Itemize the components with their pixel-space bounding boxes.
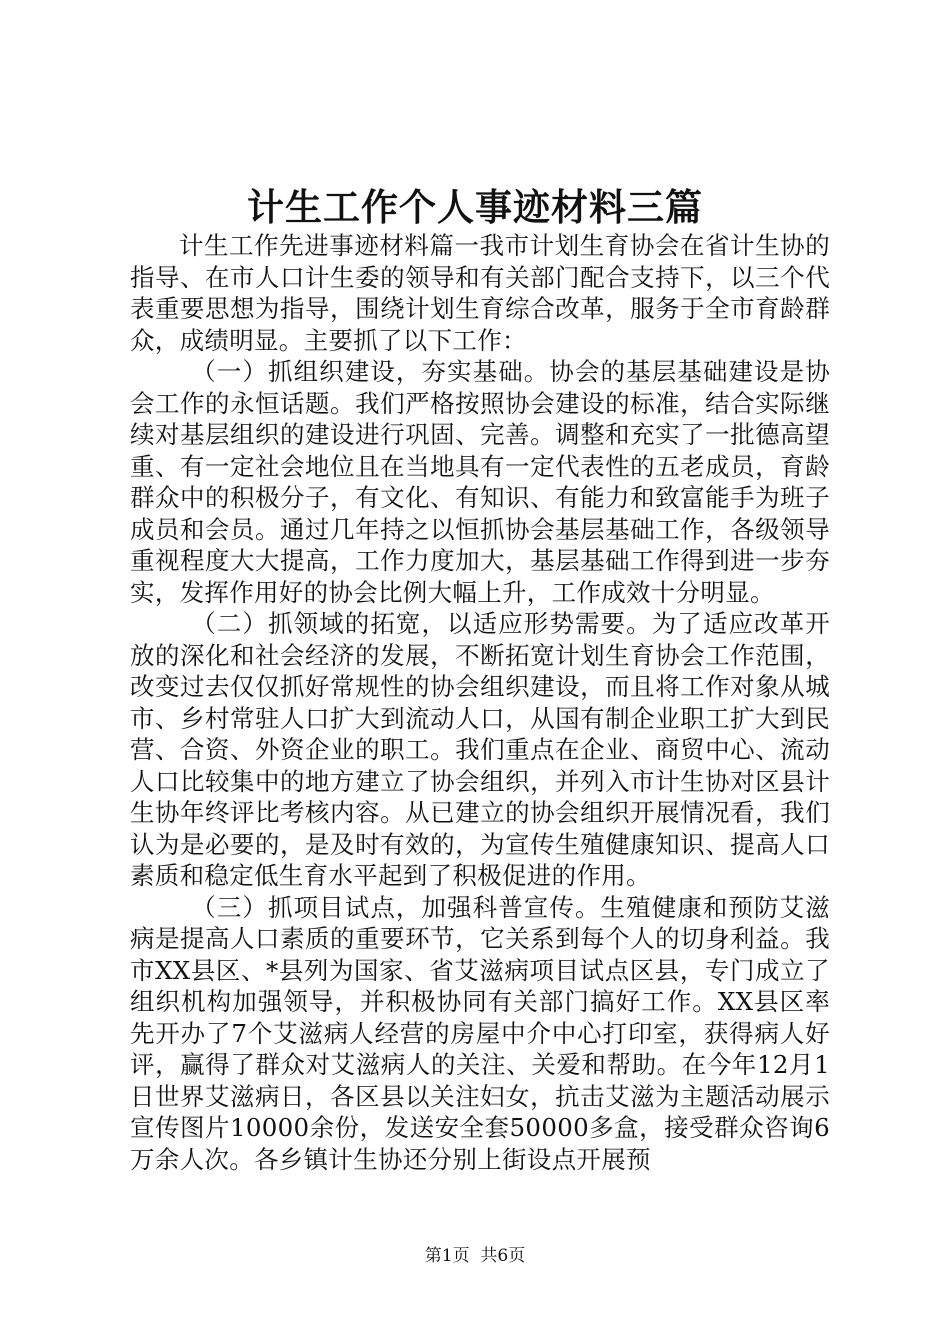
paragraph-section-3: （三）抓项目试点，加强科普宣传。生殖健康和预防艾滋病是提高人口素质的重要环节，它关系到每个人的切身利益。我市XX县区、*县列为国家、省艾滋病项目试点区县，专门成立了组织机构加强领导，并积极协同有关部门搞好工作。XX县区率先开办了7个艾滋病人经营的房屋中介中心打印室，获得病人好评，赢得了群众对艾滋病人的关注、关爱和帮助。在今年12月1日世界艾滋病日，各区县以关注妇女，抗击艾滋为主题活动展示宣传图片10000余份，发送安全套50000多盒，接受群众咨询6万余人次。各乡镇计生协还分别上街设点开展预 [130, 892, 830, 1174]
document-title: 计生工作个人事迹材料三篇 [247, 185, 703, 229]
paragraph-intro: 计生工作先进事迹材料篇一我市计划生育协会在省计生协的指导、在市人口计生委的领导和有关部门配合支持下，以三个代表重要思想为指导，围绕计划生育综合改革，服务于全市育龄群众，成绩明显。主要抓了以下工作： [130, 231, 830, 355]
document-body [130, 230, 830, 1175]
paragraph-section-1: （一）抓组织建设，夯实基础。协会的基层基础建设是协会工作的永恒话题。我们严格按照协会建设的标准，结合实际继续对基层组织的建设进行巩固、完善。调整和充实了一批德高望重、有一定社会地位且在当地具有一定代表性的五老成员，育龄群众中的积极分子，有文化、有知识、有能力和致富能手为班子成员和会员。通过几年持之以恒抓协会基层基础工作，各级领导重视程度大大提高，工作力度加大，基层基础工作得到进一步夯实，发挥作用好的协会比例大幅上升，工作成效十分明显。 [130, 357, 830, 607]
paragraph-section-2: （二）抓领域的拓宽，以适应形势需要。为了适应改革开放的深化和社会经济的发展，不断拓宽计划生育协会工作范围，改变过去仅仅抓好常规性的协会组织建设，而且将工作对象从城市、乡村常驻人口扩大到流动人口，从国有制企业职工扩大到民营、合资、外资企业的职工。我们重点在企业、商贸中心、流动人口比较集中的地方建立了协会组织，并列入市计生协对区县计生协年终评比考核内容。从已建立的协会组织开展情况看，我们认为是必要的，是及时有效的，为宣传生殖健康知识、提高人口素质和稳定低生育水平起到了积极促进的作用。 [130, 609, 830, 890]
page-total: 共6页 [480, 1246, 526, 1266]
page-number: 第1页 [424, 1246, 470, 1266]
page-footer [0, 1244, 950, 1268]
